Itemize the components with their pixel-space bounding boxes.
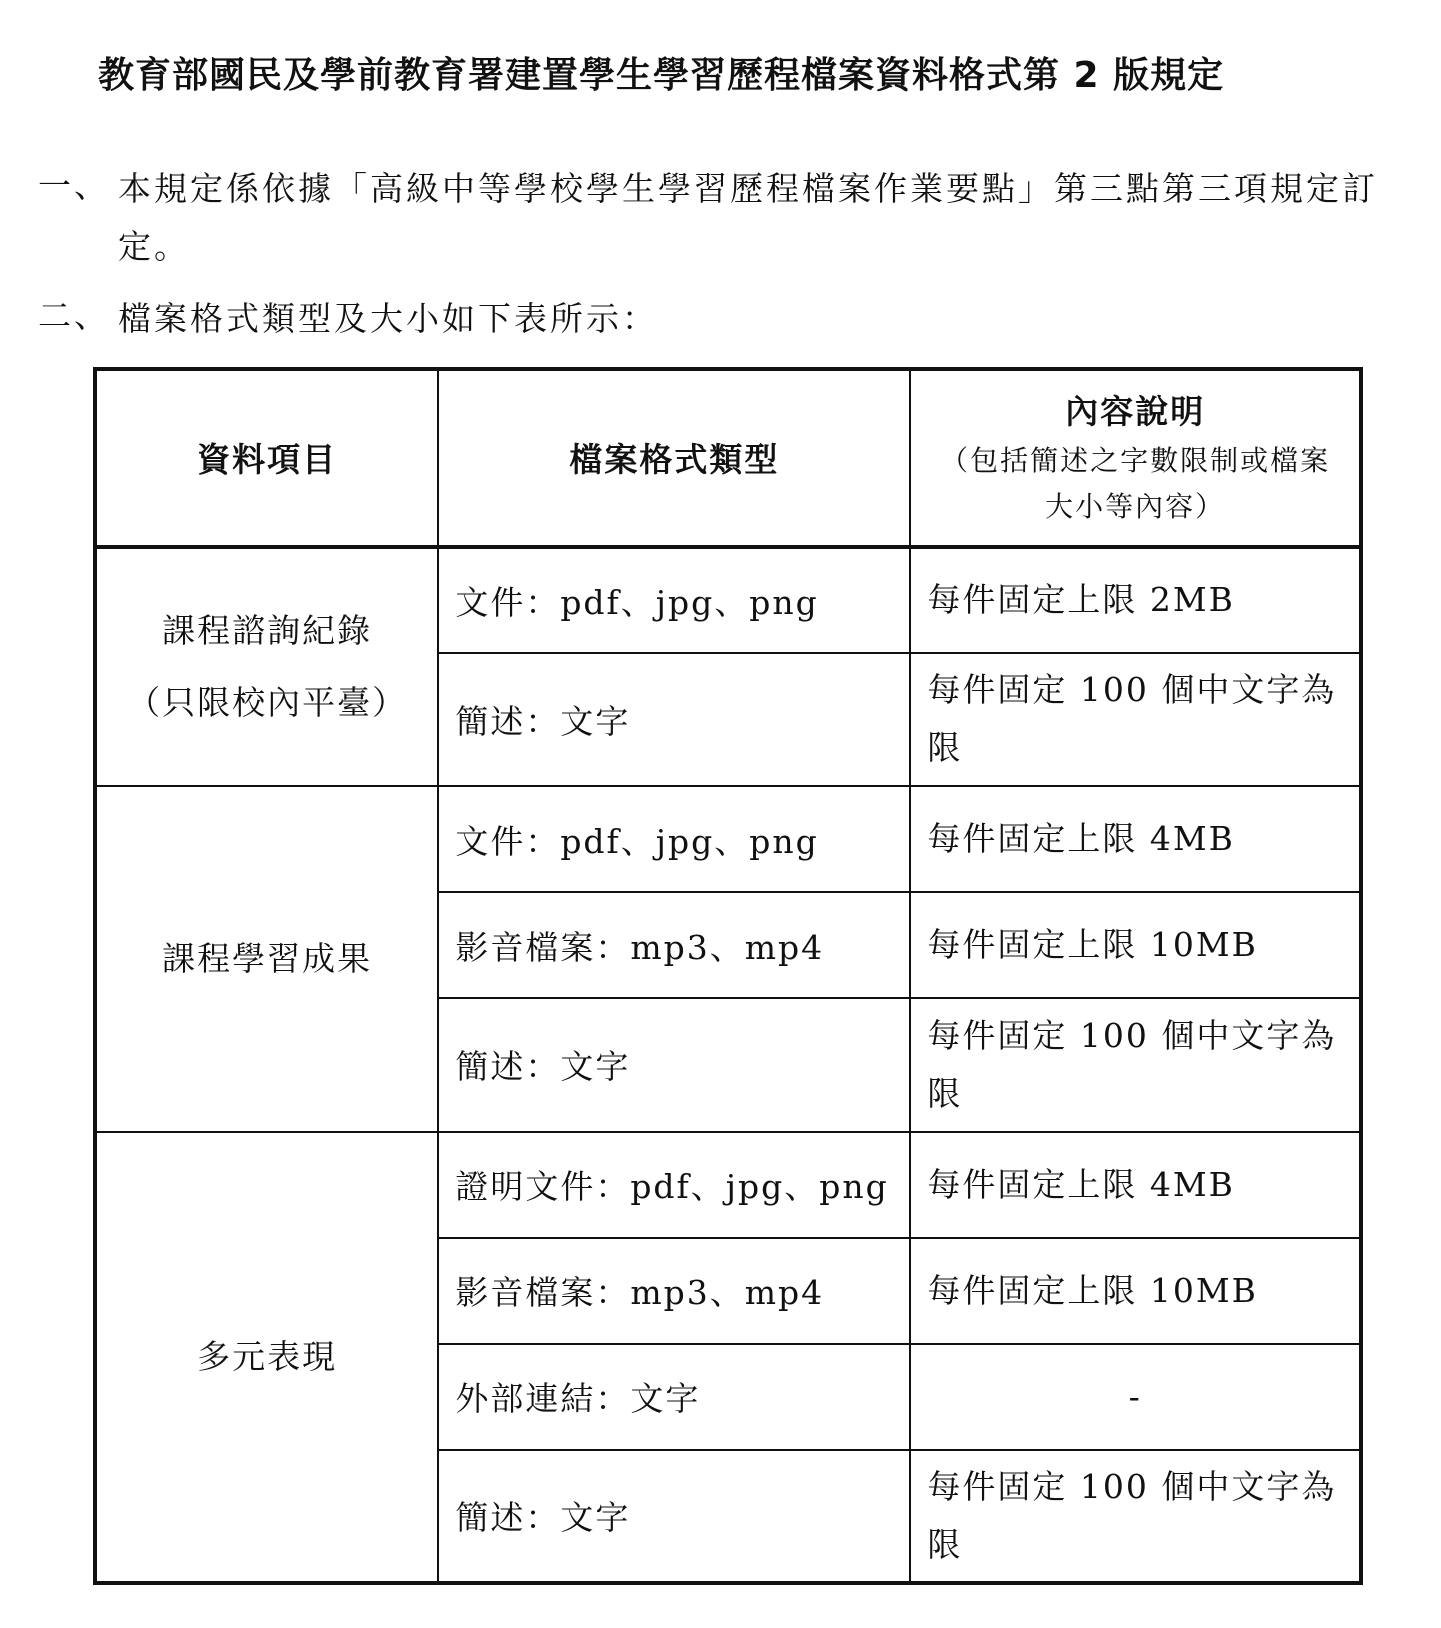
desc-cell: - (910, 1344, 1361, 1450)
desc-cell: 每件固定 100 個中文字為限 (910, 1450, 1361, 1583)
format-cell: 影音檔案：mp3、mp4 (438, 892, 910, 998)
header-desc-sub: （包括簡述之字數限制或檔案大小等內容） (940, 443, 1331, 523)
category-label: 多元表現 (197, 1336, 338, 1376)
format-cell: 外部連結：文字 (438, 1344, 910, 1450)
desc-cell: 每件固定 100 個中文字為限 (910, 998, 1361, 1131)
format-cell: 影音檔案：mp3、mp4 (438, 1238, 910, 1344)
table-row (95, 786, 1361, 892)
category-label: 課程諮詢紀錄 (162, 610, 373, 650)
desc-cell: 每件固定上限 2MB (910, 547, 1361, 653)
table-row (95, 547, 1361, 653)
clause-1-text: 本規定係依據「高級中等學校學生學習歷程檔案作業要點」第三點第三項規定訂定。 (118, 169, 1378, 266)
category-diverse-performance (95, 1132, 438, 1583)
header-data-item: 資料項目 (95, 369, 438, 547)
header-content-description (910, 369, 1361, 547)
desc-cell: 每件固定上限 10MB (910, 1238, 1361, 1344)
category-course-learning-results (95, 786, 438, 1131)
table-row (95, 1132, 1361, 1238)
document-title: 教育部國民及學前教育署建置學生學習歷程檔案資料格式第 2 版規定 (98, 55, 1225, 96)
desc-cell: 每件固定 100 個中文字為限 (910, 653, 1361, 786)
category-note: （只限校內平臺） (127, 682, 408, 722)
clause-1-number: 一、 (38, 166, 110, 205)
clause-2-number: 二、 (38, 296, 110, 335)
desc-cell: 每件固定上限 4MB (910, 786, 1361, 892)
format-cell: 文件：pdf、jpg、png (438, 786, 910, 892)
desc-cell: 每件固定上限 10MB (910, 892, 1361, 998)
header-desc-main: 內容說明 (1065, 391, 1206, 431)
format-cell: 簡述：文字 (438, 998, 910, 1131)
format-cell: 簡述：文字 (438, 1450, 910, 1583)
category-label: 課程學習成果 (162, 938, 373, 978)
file-format-table (93, 367, 1363, 1585)
format-cell: 證明文件：pdf、jpg、png (438, 1132, 910, 1238)
table-header-row (95, 369, 1361, 547)
header-file-format: 檔案格式類型 (438, 369, 910, 547)
format-cell: 簡述：文字 (438, 653, 910, 786)
category-course-consultation (95, 547, 438, 786)
format-cell: 文件：pdf、jpg、png (438, 547, 910, 653)
clause-2-text: 檔案格式類型及大小如下表所示： (118, 299, 658, 338)
desc-cell: 每件固定上限 4MB (910, 1132, 1361, 1238)
